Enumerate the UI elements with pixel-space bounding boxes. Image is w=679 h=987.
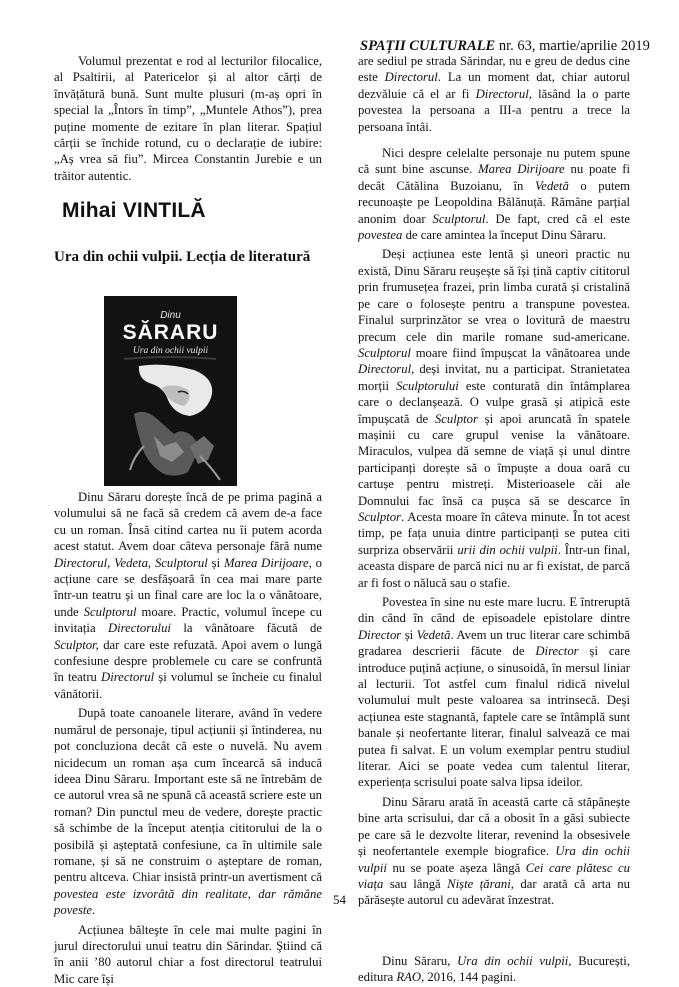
cover-author-first-name: Dinu bbox=[160, 310, 181, 321]
book-reference: Dinu Săraru, Ura din ochii vulpii, București, editura RAO, 2016, 144 pagini. bbox=[358, 953, 630, 985]
article-paragraph: Povestea în sine nu este mare lucru. E întreruptă din când în când de episoadele epistolare dintre Director și Vedetă. Avem un truc literar care schimbă gradarea descrierii făcute de Director și care introduce puțină acțiune, o sinusoidă, în mersul liniar al lecturii. Tot astfel cum finalul ridică nivelul volumului mult peste valoarea sa intrinsecă. Deși acțiunea este stagnantă, faptele care se întâmplă sunt banale și neofertante literar, finalul salvează ce mai putea fi salvat. E un volum exemplar pentru studiul literar. Aici se poate vedea cum talentul literar, experiența scrisului poate salva lipsa ideilor. bbox=[358, 595, 630, 790]
issue-info: nr. 63, martie/aprilie 2019 bbox=[498, 38, 650, 54]
cover-book-title: Ura din ochii vulpii bbox=[132, 346, 209, 356]
article-paragraph: Dinu Săraru dorește încă de pe prima pagină a volumului să ne facă să credem că avem de-a face cu un roman. Însă citind cartea nu îi putem acorda acest statut. Avem doar câteva personaje fără nume Directorul, Vedeta, Sculptorul și Marea Dirijoare, o acțiune care se desfășoară în cea mai mare parte într-un teatru și un final care are loc la o vânătoare, unde Sculptorul moare. Practic, volumul începe cu invitația Directorului la vânătoare făcută de Sculptor, dar care este refuzată. Apoi avem o lungă confesiune despre problemele cu care se confruntă în teatru Directorul și volumul se încheie cu finalul vânătorii. bbox=[54, 490, 322, 701]
article-left-column bbox=[54, 489, 322, 987]
article-paragraph: Acțiunea bălteşte în cele mai multe pagini în jurul directorului unui teatru din Sărindar. Ştiind că în anii ’80 autorul chiar a fost directorul teatrului Mic care își bbox=[54, 922, 322, 986]
article-paragraph: Deși acțiunea este lentă și uneori practic nu există, Dinu Săraru reușește să își țină captiv cititorul prin frumusețea frazei, prin limba curată și cristalină pe care o folosește pentru a transpune povestea. Finalul surprinzător se vrea o lovitură de maestru precum cele din marile romane sud-americane. Sculptorul moare fiind împușcat la vânătoarea unde Directorul, deși invitat, nu a participat. Stranietatea morții Sculptorului este conturată din întâmplarea care o declanșează. O vulpe grasă și atipică este împușcată de Sculptor și apoi aruncată în spatele mașinii cu care grupul venise la vânătoare. Miraculos, vulpea dă semne de viață și unul dintre participanți dorește să o împuște a doua oară cu cartușe pentru mistreți. Misterioasele căi ale Domnului fac însă ca pușca să se descarce în Sculptor. Acesta moare în câteva minute. În tot acest timp, pe fața unuia dintre participanți se putea citi surpriza observării urii din ochii vulpii. Într-un final, aceasta dispare de parcă nici nu ar fi existat, de parcă ar fi fost o nălucă sau o stafie. bbox=[358, 247, 630, 590]
article-title: Ura din ochii vulpii. Lecția de literatură bbox=[54, 249, 311, 265]
magazine-title: SPAȚII CULTURALE bbox=[360, 38, 496, 54]
article-right-column bbox=[358, 53, 630, 986]
previous-review-ending bbox=[54, 53, 322, 184]
article-author: Mihai VINTILĂ bbox=[62, 199, 206, 222]
cover-author-last-name: SĂRARU bbox=[122, 321, 219, 344]
article-paragraph: Dinu Săraru arată în această carte că stăpânește bine arta scrisului, dar că a obosit în a găsi subiecte pe care să le dezvolte literar, revenind la obsesivele și neofertantele exemple biografice. Ura din ochii vulpii nu se poate așeza lângă Cei care plătesc cu viața sau lângă Niște țărani, dar arată că arta nu părăsește autorul cu adevărat înzestrat. bbox=[358, 794, 631, 908]
book-cover-image bbox=[104, 296, 237, 486]
previous-review-paragraph: Volumul prezentat e rod al lecturilor filocalice, al Psaltirii, al Patericelor și al altor cărți de învățătură bună. Sunt multe plusuri (m-aș opri în special la „Întors în timp”, „Muntele Athos”), prea puține momente de ezitare în plan literar. Spațiul cărții se închide rotund, cu o declarație de iubire: „Aș vrea să fiu”. Mircea Constantin Jurebie e un trăitor autentic. bbox=[54, 54, 322, 183]
article-paragraph: are sediul pe strada Sărindar, nu e greu de dedus cine este Directorul. La un moment dat, chiar autorul dezvăluie că el ar fi Directorul, lăsând la o parte povestea la persoana a III-a pentru a trece la persoana întâi. bbox=[358, 54, 630, 134]
article-paragraph: Nici despre celelalte personaje nu putem spune că sunt bine ascunse. Marea Dirijoare nu poate fi decât Cătălina Buzoianu, în Vedetă o putem recunoaște pe Leopoldina Bălănuță. Rămâne parțial anonim doar Sculptorul. De fapt, cred că el este povestea de care amintea la început Dinu Săraru. bbox=[358, 146, 630, 243]
article-paragraph: După toate canoanele literare, având în vedere numărul de personaje, tipul acțiunii și întinderea, nu pot concluziona decât că este o nuvelă. Nu avem nicidecum un roman așa cum încearcă să inducă ideea Dinu Săraru. Important este să ne întrebăm de ce autorul vrea să ne spună că această scriere este un roman? Din punctul meu de vedere, dorește practic să schimbe de la început atenția cititorului de la o posibilă și așteptată confesiune, ca în ultimile sale romane, și să ne construim o așteptare de roman, pentru altceva. Chiar insistă printr-un avertisment că povestea este izvorâtă din realitate, dar rămâne poveste. bbox=[54, 706, 322, 918]
page-number: 54 bbox=[333, 892, 346, 907]
